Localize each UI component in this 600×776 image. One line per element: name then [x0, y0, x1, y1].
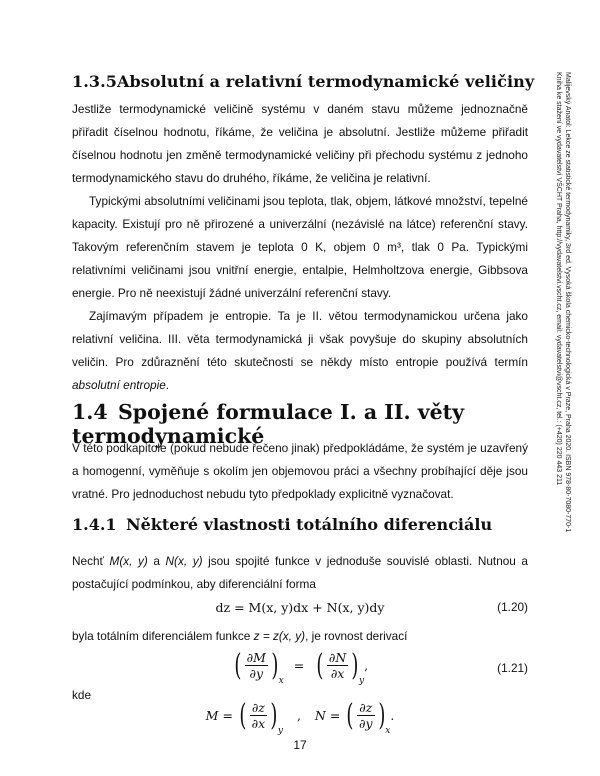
paragraph-total-differential	[72, 625, 528, 648]
equation-partials	[72, 697, 528, 740]
equation-number: (1.21)	[497, 661, 528, 675]
subscript-y: y	[277, 726, 283, 736]
side-citation-note	[552, 72, 582, 632]
paragraph-text-b: a	[147, 554, 166, 568]
paragraph-text-a: Nechť	[72, 554, 110, 568]
page-number: 17	[293, 738, 307, 752]
subscript-y: y	[359, 676, 365, 686]
section-title: Spojené formulace I. a II. věty termodynamické	[72, 400, 465, 448]
paragraph-absolute-examples: Typickými absolutními veličinami jsou teplota, tlak, objem, látkové množství, tepelné kapacity. Existují pro ně přirozené a univerzální (nezávislé na látce) referenční stavy. Takovým referenčním stavem je teplota 0 K, objem 0 m³, tlak 0 Pa. Typickými relativními veličinami jsou vnitřní energie, entalpie, Helmholtzova energie, Gibbsova energie. Pro ně neexistují žádné univerzální referenční stavy.	[72, 194, 528, 300]
math-z: z = z(x, y)	[253, 629, 306, 643]
paragraph-functions	[72, 550, 528, 596]
section-title: Absolutní a relativní termodynamické veličiny	[117, 72, 535, 91]
equation-body: ( $\frac{\partial M}{\partial y}$ )$_x$ = ( $\frac{\partial N}{\partial x}$ )$_y$,	[234, 647, 369, 686]
fraction-dm-dy: $\frac{\partial M}{\partial y}$	[246, 650, 266, 681]
paragraph-where: kde	[72, 688, 92, 702]
paragraph-text: Zajímavým případem je entropie. Ta je II. větou termodynamickou určena jako relativní veličina. III. věta termodynamická ji však povyšuje do skupiny absolutních veličin. Pro zdůraznění této skutečnosti se někdy místo entropie používá termín	[72, 309, 528, 369]
math-m: M(x, y)	[109, 554, 148, 568]
equation-number: (1.20)	[497, 600, 528, 614]
paragraph-text-b: , je rovnost derivací	[305, 629, 408, 643]
paragraph-text-c: jsou spojité funkce v jednoduše souvislé oblasti. Nutnou a postačující podmínkou, aby diferenciální forma	[72, 554, 528, 591]
emphasis-absolute-entropy: absolutní entropie	[72, 378, 166, 392]
section-heading-1-3-5	[72, 72, 534, 91]
section-number: 1.4	[72, 400, 108, 424]
fraction-dn-dx: $\frac{\partial N}{\partial x}$	[328, 650, 347, 681]
paragraph-assumptions: V této podkapitole (pokud nebude řečeno jinak) předpokládáme, že systém je uzavřený a homogenní, vyměňuje s okolím jen objemovou práci a všechny probíhající děje jsou vratné. Pro jednoduchost nebudu tyto předpoklady explicitně vyznačovat.	[72, 441, 528, 501]
paragraph-end: .	[165, 378, 170, 392]
paragraph-text-a: byla totálním diferenciálem funkce	[72, 629, 254, 643]
subscript-x: x	[278, 676, 284, 686]
fraction-dz-dy: $\frac{\partial z}{\partial y}$	[359, 700, 373, 731]
paragraph-entropy	[72, 305, 528, 397]
section-number: 1.3.5	[72, 72, 118, 91]
subscript-x: x	[385, 726, 391, 736]
paragraph-absolute-definition: Jestliže termodynamické veličině systému v daném stavu můžeme jednoznačně přiřadit číselnou hodnotu, říkáme, že veličina je absolutní. Jestliže můžeme přiřadit číselnou hodnotu jen změně termodynamické veličiny při přechodu systému z jednoho termodynamického stavu do druhého, říkáme, že veličina je relativní.	[72, 102, 528, 185]
section-number: 1.4.1	[72, 515, 117, 534]
equation-body: dz = M(x, y)dx + N(x, y)dy	[215, 600, 385, 615]
side-note-line-1: Malijevský Anatol: Lekce ze statistické termodynamiky, 3rd ed. Vysoká škola chemicko-technologická v Praze, Praha 2020. ISBN 978-80-7080-770-1	[564, 72, 571, 533]
equation-body: M = ( $\frac{\partial z}{\partial x}$ )$_y$ , N = ( $\frac{\partial z}{\partial y}$ )$_x$.	[205, 697, 395, 736]
section-title: Některé vlastnosti totálního diferenciálu	[126, 515, 493, 534]
math-n: N(x, y)	[165, 554, 203, 568]
section-heading-1-4-1	[72, 515, 492, 534]
side-note-line-2: Kniha ke stažení ve vydavatelství VŠCHT Praha, http://vydavatelstvi.vscht.cz, email: vydavatelstvi@vscht.cz, tel.: (+420) 220 443 211	[555, 72, 562, 486]
equation-1-20	[72, 600, 528, 620]
fraction-dz-dx: $\frac{\partial z}{\partial x}$	[251, 700, 266, 731]
